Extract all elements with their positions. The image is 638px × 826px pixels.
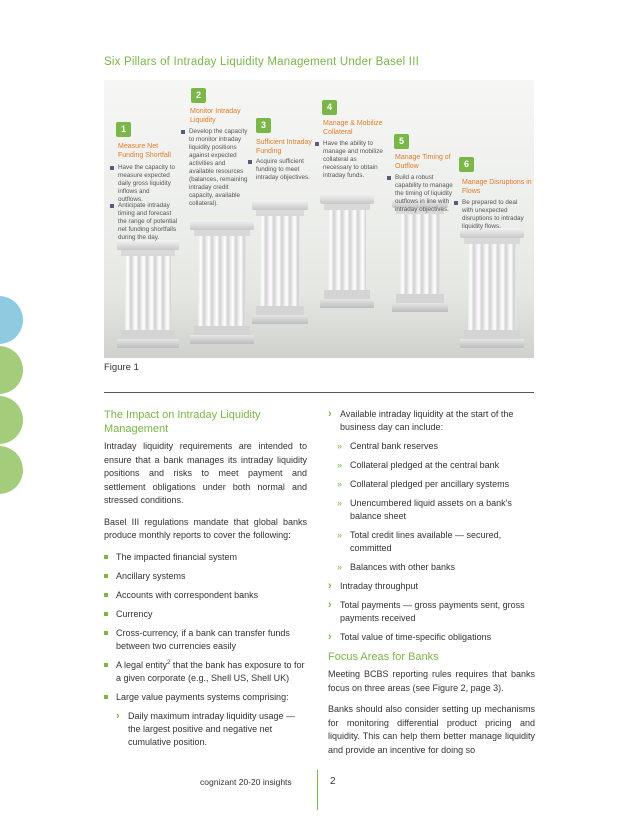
sub-list-item: [328, 529, 535, 555]
list-item: [328, 408, 535, 434]
pillar-1-bullet-1: Have the capacity to measure expected daily gross liquidity inflows and outflows.: [110, 164, 176, 204]
sub-list-item-text: Collateral pledged per ancillary systems: [350, 479, 510, 489]
double-chevron-icon: »: [337, 562, 343, 572]
double-chevron-icon: »: [337, 441, 343, 451]
page-number: 2: [330, 776, 336, 787]
figure-title: Six Pillars of Intraday Liquidity Management Under Basel III: [104, 56, 419, 68]
pillar-2-bullet-1: Develop the capacity to monitor intraday liquidity positions against expected activities and available resources (balances, remaining intraday credit capacity, available collateral).: [181, 128, 251, 208]
footer-divider: [317, 770, 318, 810]
sub-list-item-text: Collateral pledged at the central bank: [350, 460, 500, 470]
pillar-2-column: [190, 220, 254, 344]
pillar-1-number: 1: [116, 122, 131, 137]
legal-entity-item: [104, 659, 307, 685]
list-item: Currency: [104, 608, 307, 621]
sub-list-item: [328, 440, 535, 453]
list-item-text: Intraday throughput: [340, 581, 419, 591]
footnote-marker: 2: [167, 659, 171, 666]
pillar-4-title: Manage & Mobilize Collateral: [323, 120, 383, 136]
list-item-text: Total value of time-specific obligations: [340, 632, 492, 642]
pillar-1-bullet-2: Anticipate intraday timing and forecast the range of potential net funding shortfalls during the day.: [110, 202, 180, 242]
list-item: Ancillary systems: [104, 570, 307, 583]
six-pillars-figure: [104, 80, 534, 358]
list-item-text: Total payments — gross payments sent, gross payments received: [340, 600, 525, 623]
pillar-6-title: Manage Disruptions in Flows: [462, 179, 532, 195]
pillar-3-column: [252, 200, 308, 324]
chevron-right-icon: ›: [328, 408, 332, 420]
right-column: [328, 408, 535, 765]
pillar-5-column: [392, 198, 448, 312]
chevron-right-icon: ›: [116, 709, 120, 722]
pillar-6-bullet-1: Be prepared to deal with unexpected disruptions to intraday liquidity flows.: [454, 199, 526, 231]
focus-paragraph-2: Banks should also consider setting up mechanisms for monitoring differential product pricing and liquidity. This can help them better manage liquidity and provide an incentive for doing so: [328, 704, 535, 755]
pillar-4-column: [320, 194, 374, 308]
list-item-text: Available intraday liquidity at the start of the business day can include:: [340, 409, 514, 432]
footer-brand: cognizant 20-20 insights: [200, 777, 292, 787]
sub-list-item: [328, 478, 535, 491]
list-item: [328, 631, 535, 644]
sub-list-item: [116, 710, 307, 749]
figure-caption: Figure 1: [104, 362, 139, 373]
pillar-3-number: 3: [256, 118, 271, 133]
list-item: [328, 599, 535, 625]
list-item: Accounts with correspondent banks: [104, 589, 307, 602]
list-item: The impacted financial system: [104, 551, 307, 564]
sub-list-item-text: Daily maximum intraday liquidity usage — the largest positive and negative net cumulative position.: [128, 710, 296, 747]
sub-list-item: [328, 459, 535, 472]
pillar-6-column: [460, 228, 524, 348]
sub-list-item: [328, 561, 535, 574]
left-column: [104, 408, 307, 755]
sub-list-item-text: Balances with other banks: [350, 562, 456, 572]
pillar-5-number: 5: [394, 134, 409, 149]
pillar-2-number: 2: [191, 88, 206, 103]
list-item: Cross-currency, if a bank can transfer funds between two currencies easily: [104, 627, 307, 653]
double-chevron-icon: »: [337, 530, 343, 540]
focus-paragraph-1: Meeting BCBS reporting rules requires that banks focus on three areas (see Figure 2, page 3).: [328, 669, 535, 693]
side-dot-green-1: [0, 346, 23, 394]
impact-heading: The Impact on Intraday Liquidity Management: [104, 409, 261, 435]
sub-list-item-text: Unencumbered liquid assets on a bank's balance sheet: [350, 498, 512, 521]
chevron-right-icon: ›: [328, 599, 332, 611]
pillar-1-title: Measure Net Funding Shortfall: [118, 143, 171, 159]
pillar-5-title: Manage Timing of Outflow: [395, 154, 451, 170]
legal-entity-text: A legal entity: [116, 659, 168, 670]
double-chevron-icon: »: [337, 498, 343, 508]
pillar-4-number: 4: [322, 100, 337, 115]
legal-entity-text-rest: that the bank has exposure to for a given corporate (e.g., Shell US, Shell UK): [116, 659, 305, 683]
side-dot-blue: [0, 296, 23, 344]
pillar-3-bullet-1: Acquire sufficient funding to meet intraday objectives.: [248, 158, 314, 182]
chevron-right-icon: ›: [328, 580, 332, 592]
pillar-2-title: Monitor Intraday Liquidity: [190, 108, 241, 124]
impact-paragraph-2: Basel III regulations mandate that global banks produce monthly reports to cover the following:: [104, 516, 307, 540]
side-dot-green-2: [0, 396, 23, 444]
sub-list-item: [328, 497, 535, 523]
list-item: Large value payments systems comprising:: [104, 691, 307, 704]
list-item: [328, 580, 535, 593]
sub-list-item-text: Central bank reserves: [350, 441, 439, 451]
pillar-4-bullet-1: Have the ability to manage and mobilize collateral as necessary to obtain intraday funds.: [315, 140, 387, 180]
pillar-6-number: 6: [459, 157, 474, 172]
double-chevron-icon: »: [337, 460, 343, 470]
pillar-3-title: Sufficient Intraday Funding: [256, 139, 312, 155]
focus-areas-heading: Focus Areas for Banks: [328, 651, 439, 663]
double-chevron-icon: »: [337, 479, 343, 489]
pillar-5-bullet-1: Build a robust capability to manage the timing of liquidity outflows in line with intraday objectives.: [387, 174, 455, 214]
sub-list-item-text: Total credit lines available — secured, committed: [350, 530, 502, 553]
impact-paragraph-1: Intraday liquidity requirements are intended to ensure that a bank manages its intraday liquidity positions and risks to meet payment and settlement obligations under both normal and stressed conditions.: [104, 441, 307, 505]
chevron-right-icon: ›: [328, 631, 332, 643]
section-divider: [104, 392, 534, 393]
side-dot-green-3: [0, 446, 23, 494]
pillar-1-column: [117, 240, 179, 348]
